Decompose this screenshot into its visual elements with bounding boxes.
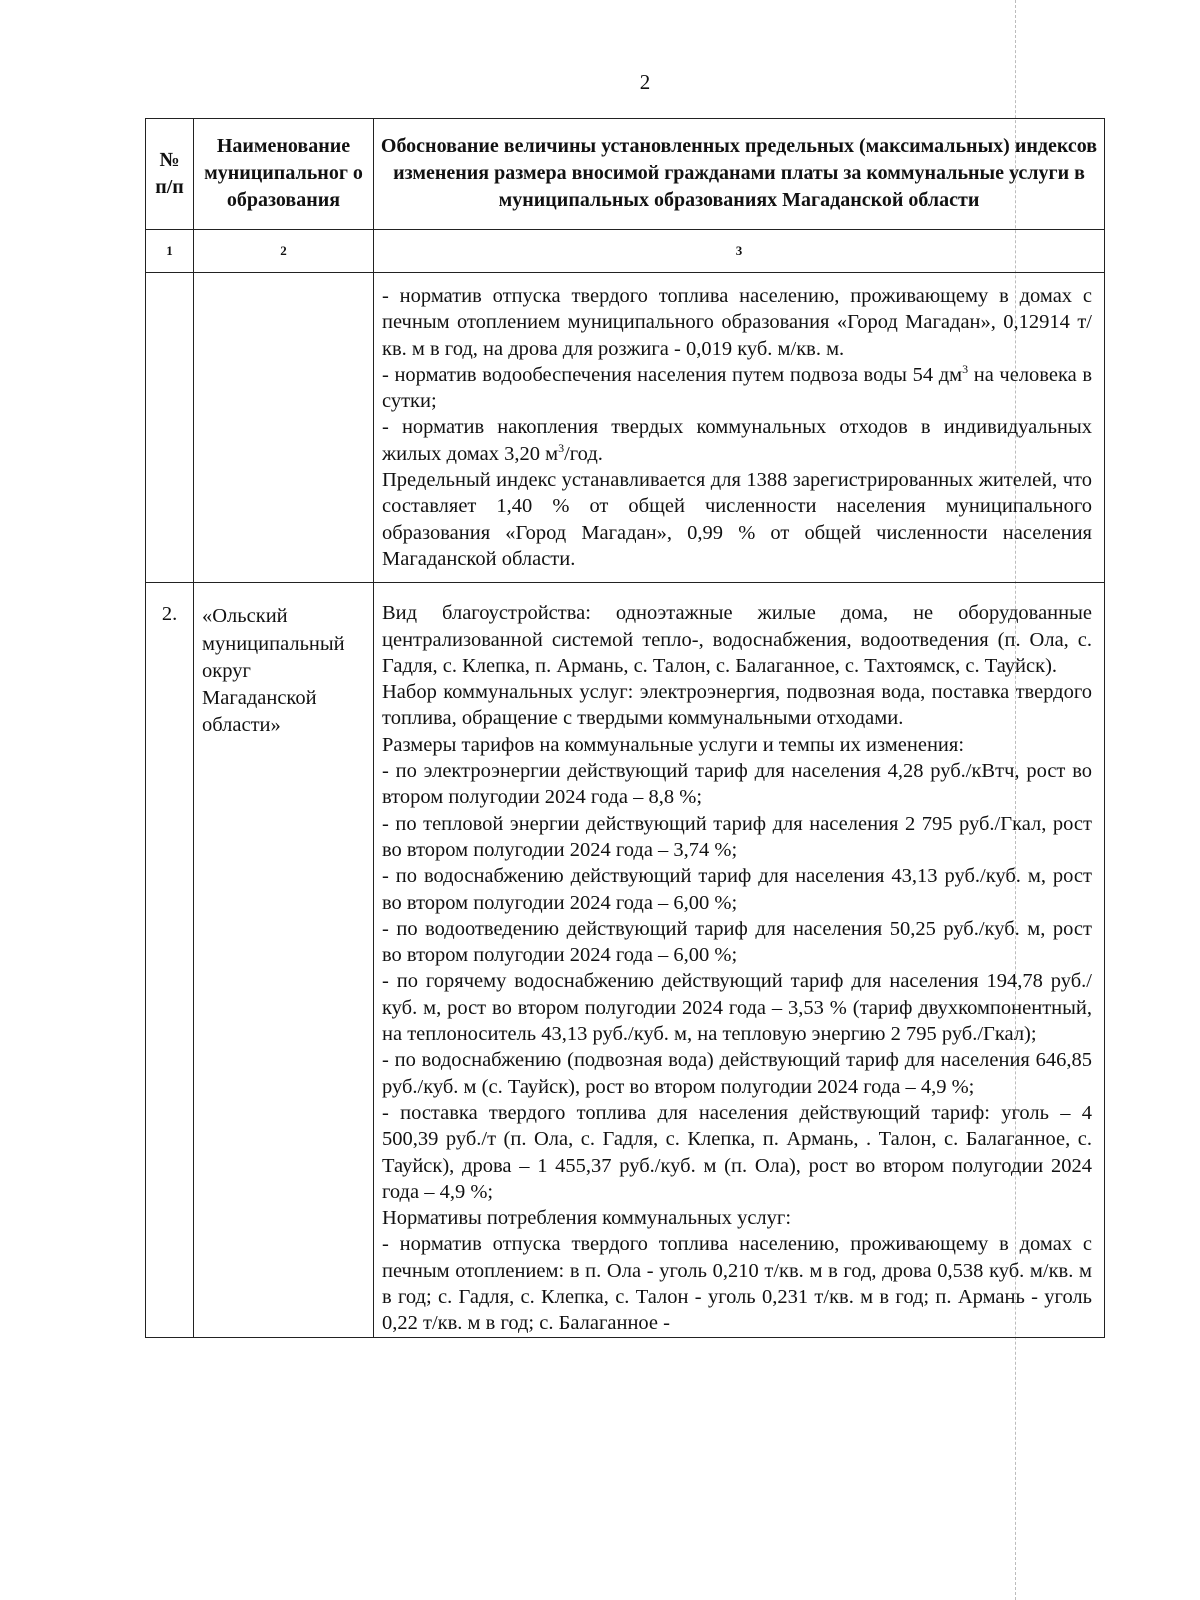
header-municipality: Наименование муниципальног о образования <box>194 119 374 230</box>
justification-paragraph: - по электроэнергии действующий тариф для населения 4,28 руб./кВтч, рост во втором полугодии 2024 года – 8,8 %; <box>382 760 1092 809</box>
row-number: 2. <box>146 583 194 1337</box>
justification-paragraph: Размеры тарифов на коммунальные услуги и темпы их изменения: <box>382 733 965 756</box>
column-number: 3 <box>374 230 1105 273</box>
justification-paragraph: Набор коммунальных услуг: электроэнергия, подвозная вода, поставка твердого топлива, обращение с твердыми коммунальными отходами. <box>382 681 1092 730</box>
row-number <box>146 273 194 583</box>
justification-paragraph: Вид благоустройства: одноэтажные жилые дома, не оборудованные централизованной системой тепло-, водоснабжения, водоотведения (п. Ола, с. Гадля, с. Клепка, п. Армань, с. Талон, с. Балаганное, с. Тахтоямск, с. Тауйск). <box>382 602 1092 677</box>
justification-paragraph: - норматив накопления твердых коммунальных отходов в индивидуальных жилых домах 3,20 $м^3$/год. <box>382 416 1092 465</box>
justification-paragraph: - по тепловой энергии действующий тариф для населения 2 795 руб./Гкал, рост во втором полугодии 2024 года – 3,74 %; <box>382 812 1092 861</box>
justification-paragraph: - по горячему водоснабжению действующий тариф для населения 194,78 руб./куб. м, рост во втором полугодии 2024 года – 3,53 % (тариф двухкомпонентный, на теплоноситель 43,13 руб./куб. м, на тепловую энергию 2 795 руб./Гкал); <box>382 970 1092 1046</box>
justification-paragraph: - норматив водообеспечения населения путем подвоза воды 54 $дм^3$ на человека в сутки; <box>382 362 1093 413</box>
justification-paragraph: Нормативы потребления коммунальных услуг: <box>382 1207 792 1230</box>
header-number: № п/п <box>146 119 194 230</box>
justification-text <box>374 583 1105 1337</box>
municipality-name: «Ольский муниципальный округ Магаданской области» <box>194 583 374 1337</box>
justification-paragraph: - по водоснабжению (подвозная вода) действующий тариф для населения 646,85 руб./куб. м (с. Тауйск), рост во втором полугодии 2024 года – 4,9 %; <box>382 1049 1092 1098</box>
justification-paragraph: - поставка твердого топлива для населения действующий тариф: уголь – 4 500,39 руб./т (п. Ола, с. Гадля, с. Клепка, п. Армань, . Талон, с. Балаганное, с. Тауйск), дрова – 1 455,37 руб./куб. м (п. Ола), рост во втором полугодии 2024 года – 4,9 %; <box>382 1101 1092 1203</box>
column-number: 2 <box>194 230 374 273</box>
table-row <box>146 583 1105 1337</box>
justification-paragraph: - норматив отпуска твердого топлива населению, проживающему в домах с печным отоплением: в п. Ола - уголь 0,210 т/кв. м в год, дрова 0,538 куб. м/кв. м в год; с. Гадля, с. Клепка, с. Талон - уголь 0,231 т/кв. м в год; п. Армань - уголь 0,22 т/кв. м в год; с. Балаганное - <box>382 1233 1092 1335</box>
justification-paragraph: - по водоснабжению действующий тариф для населения 43,13 руб./куб. м, рост во втором полугодии 2024 года – 6,00 %; <box>382 865 1092 914</box>
justification-paragraph: - по водоотведению действующий тариф для населения 50,25 руб./куб. м, рост во втором полугодии 2024 года – 6,00 %; <box>382 917 1092 967</box>
justification-text <box>374 273 1105 583</box>
municipality-name <box>194 273 374 583</box>
table-header-row <box>146 119 1105 230</box>
table-row <box>146 273 1105 583</box>
page-number: 2 <box>639 70 651 94</box>
column-number-row <box>146 230 1105 273</box>
header-justification: Обоснование величины установленных предельных (максимальных) индексов изменения размера вносимой гражданами платы за коммунальные услуги в муниципальных образованиях Магаданской области <box>374 119 1105 230</box>
justification-paragraph: Предельный индекс устанавливается для 1388 зарегистрированных жителей, что составляет 1,40 % от общей численности населения муниципального образования «Город Магадан», 0,99 % от общей численности населения Магаданской области. <box>382 469 1092 570</box>
column-number: 1 <box>146 230 194 273</box>
tariff-justification-table <box>145 118 1105 1338</box>
justification-paragraph: - норматив отпуска твердого топлива населению, проживающему в домах с печным отоплением муниципального образования «Город Магадан», 0,12914 т/кв. м в год, на дрова для розжига - 0,019 куб. м/кв. м. <box>382 285 1092 360</box>
